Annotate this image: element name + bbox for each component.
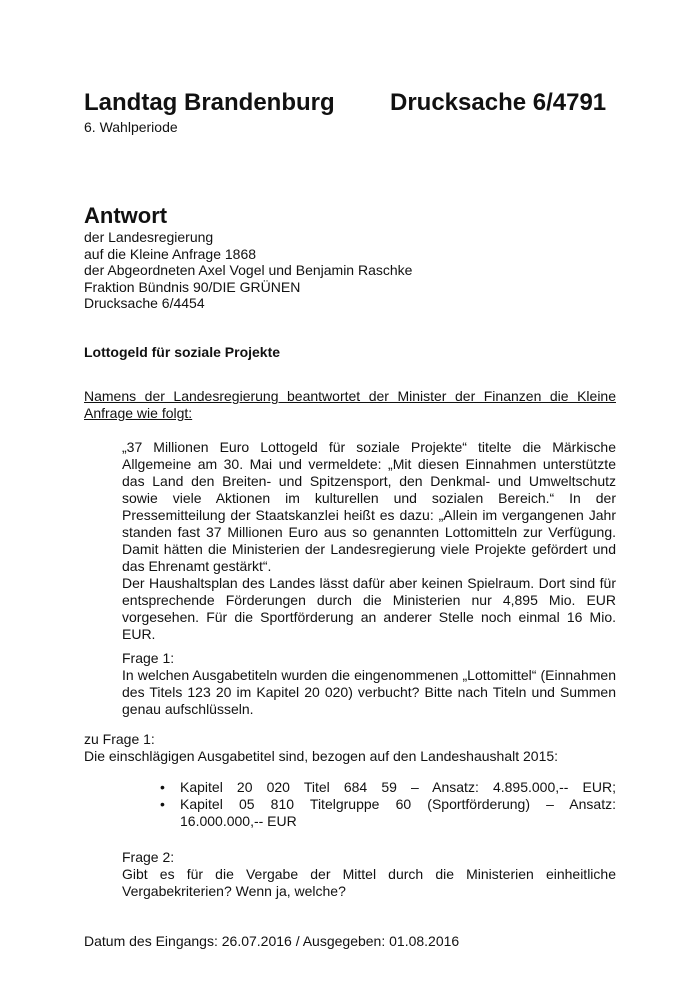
intro-statement: Namens der Landesregierung beantwortet der Minister der Finanzen die Kleine Anfrage wie folgt:: [84, 388, 616, 421]
drucksache-number: Drucksache 6/4791: [390, 89, 607, 116]
bullet-icon: •: [160, 779, 165, 795]
wahlperiode: 6. Wahlperiode: [84, 119, 178, 135]
question-preamble: [122, 439, 616, 643]
list-item-text-continued: 16.000.000,-- EUR: [180, 813, 297, 829]
meta-line: auf die Kleine Anfrage 1868: [84, 245, 257, 262]
question-2: [122, 849, 616, 900]
answer-1-label: zu Frage 1:: [84, 731, 155, 747]
meta-line: der Landesregierung: [84, 229, 214, 245]
subject-title: Lottogeld für soziale Projekte: [84, 344, 281, 360]
question-2-text: Gibt es für die Vergabe der Mittel durch die Ministerien einheitliche Vergabekriterien? Wenn ja, welche?: [122, 866, 616, 899]
preamble-paragraph: Der Haushaltsplan des Landes lässt dafür aber keinen Spielraum. Dort sind für entsprechende Förderungen durch die Ministerien nur 4,895 Mio. EUR vorgesehen. Für die Sportförderung an anderer Stelle noch einmal 16 Mio. EUR.: [122, 575, 616, 642]
parliament-title: Landtag Brandenburg: [84, 89, 335, 116]
question-1-text: In welchen Ausgabetiteln wurden die eingenommenen „Lottomittel“ (Einnahmen des Titels 123 20 im Kapitel 20 020) verbucht? Bitte nach Titeln und Summen genau aufschlüsseln.: [122, 667, 616, 717]
question-1-label: Frage 1:: [122, 650, 175, 666]
question-2-label: Frage 2:: [122, 849, 175, 865]
bullet-icon: •: [160, 796, 165, 812]
meta-line: Drucksache 6/4454: [84, 295, 205, 312]
answer-1: [84, 731, 616, 765]
question-1: [122, 650, 616, 718]
answer-1-text: Die einschlägigen Ausgabetitel sind, bezogen auf den Landeshaushalt 2015:: [84, 748, 559, 764]
meta-line: Fraktion Bündnis 90/DIE GRÜNEN: [84, 278, 301, 295]
answer-heading: Antwort: [84, 203, 168, 228]
list-item: [160, 779, 616, 796]
budget-title-list: [160, 779, 616, 830]
list-item-text: Kapitel 05 810 Titelgruppe 60 (Sportförderung) – Ansatz:: [180, 796, 616, 812]
list-item: [160, 796, 616, 830]
answer-meta: [84, 229, 412, 312]
preamble-paragraph: „37 Millionen Euro Lottogeld für soziale Projekte“ titelte die Märkische Allgemeine am 30. Mai und vermeldete: „Mit diesen Einnahmen unterstützte das Land den Breiten- und Spitzensport, den Denkmal- und Umweltschutz sowie viele Aktionen im kulturellen und sozialen Bereich.“ In der Pressemitteilung der Staatskanzlei heißt es dazu: „Allein im vergangenen Jahr standen fast 37 Millionen Euro aus so genannten Lottomitteln zur Verfügung. Damit hätten die Ministerien der Landesregierung viele Projekte gefördert und das Ehrenamt gestärkt“.: [122, 439, 616, 574]
meta-line: der Abgeordneten Axel Vogel und Benjamin Raschke: [84, 262, 413, 279]
list-item-text: Kapitel 20 020 Titel 684 59 – Ansatz: 4.895.000,-- EUR;: [180, 779, 616, 795]
receipt-dates: Datum des Eingangs: 26.07.2016 / Ausgegeben: 01.08.2016: [84, 933, 460, 949]
document-header: [84, 88, 624, 118]
